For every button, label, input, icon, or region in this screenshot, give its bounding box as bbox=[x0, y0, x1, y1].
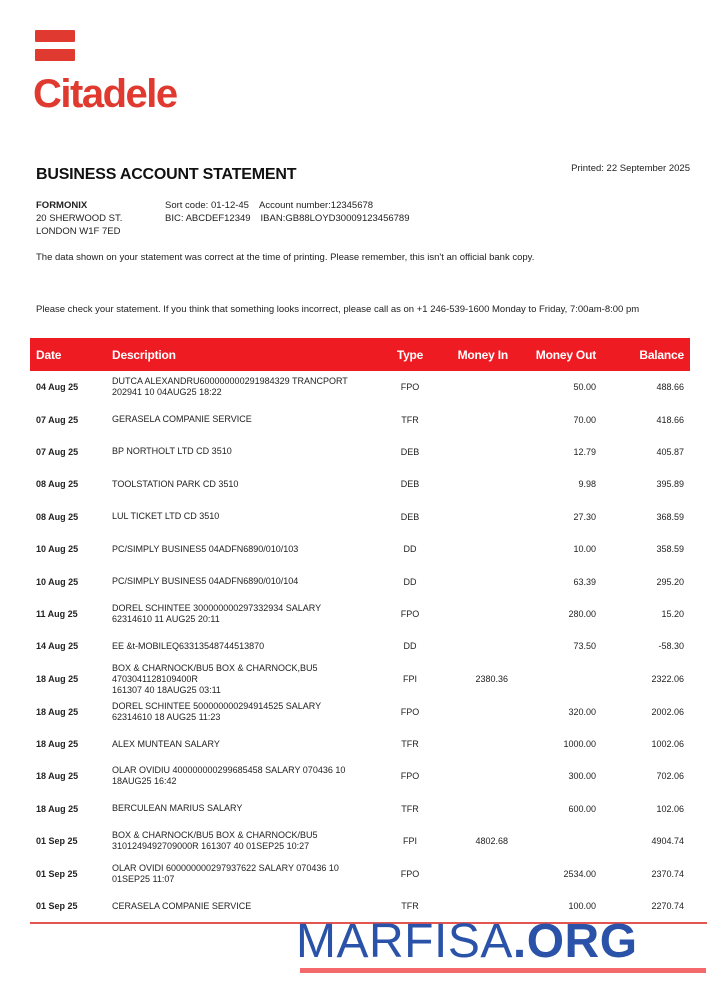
txn-description-line-1: DOREL SCHINTEE 300000000297332934 SALARY bbox=[112, 602, 322, 613]
txn-money-in bbox=[440, 793, 520, 825]
txn-date: 10 Aug 25 bbox=[36, 544, 79, 555]
txn-description-line-1: BERCULEAN MARIUS SALARY bbox=[112, 803, 243, 814]
txn-description bbox=[112, 533, 380, 565]
citadele-logo-bars-icon bbox=[35, 30, 75, 61]
table-row bbox=[30, 825, 690, 857]
txn-description-line-2: 62314610 11 AUG25 20:11 bbox=[112, 613, 220, 624]
table-row bbox=[30, 371, 690, 403]
txn-date: 18 Aug 25 bbox=[36, 674, 79, 685]
txn-money-out: 10.00 bbox=[573, 544, 596, 555]
txn-type: FPI bbox=[402, 836, 417, 847]
txn-money-out: 300.00 bbox=[568, 771, 596, 782]
transactions-body bbox=[30, 371, 690, 922]
txn-balance: 702.06 bbox=[656, 771, 684, 782]
txn-balance: 2322.06 bbox=[651, 674, 684, 685]
table-row bbox=[30, 468, 690, 500]
address-line-2: LONDON W1F 7ED bbox=[36, 226, 121, 237]
txn-money-in bbox=[440, 403, 520, 435]
txn-type: FPO bbox=[400, 771, 420, 782]
txn-balance: 358.59 bbox=[656, 544, 684, 555]
account-details-line-1 bbox=[165, 199, 410, 212]
txn-type: TFR bbox=[401, 803, 419, 814]
txn-description bbox=[112, 436, 380, 468]
txn-description bbox=[112, 663, 380, 696]
txn-description-line-1: DUTCA ALEXANDRU600000000291984329 TRANCPORT bbox=[112, 376, 348, 387]
column-header-balance: Balance bbox=[608, 338, 690, 371]
txn-date: 11 Aug 25 bbox=[36, 608, 78, 619]
txn-description-line-1: PC/SIMPLY BUSINES5 04ADFN6890/010/104 bbox=[112, 576, 299, 587]
txn-date: 10 Aug 25 bbox=[36, 576, 79, 587]
txn-type: FPO bbox=[400, 382, 420, 393]
txn-money-in bbox=[440, 728, 520, 760]
txn-description-line-1: BOX & CHARNOCK/BU5 BOX & CHARNOCK,BU5 4703041128109400R bbox=[112, 662, 318, 684]
txn-date: 04 Aug 25 bbox=[36, 382, 79, 393]
txn-money-in bbox=[440, 468, 520, 500]
txn-money-in bbox=[440, 436, 520, 468]
logo-bar-bottom bbox=[35, 49, 75, 61]
table-row bbox=[30, 501, 690, 533]
table-row bbox=[30, 598, 690, 630]
txn-description bbox=[112, 793, 380, 825]
marfisa-watermark bbox=[296, 916, 716, 968]
txn-description-line-1: OLAR OVIDI 600000000297937622 SALARY 070436 10 bbox=[112, 862, 339, 873]
txn-money-out: 9.98 bbox=[578, 479, 596, 490]
txn-date: 14 Aug 25 bbox=[36, 641, 79, 652]
txn-money-in bbox=[440, 533, 520, 565]
txn-money-out: 2534.00 bbox=[563, 868, 596, 879]
txn-date: 18 Aug 25 bbox=[36, 803, 79, 814]
txn-balance: -58.30 bbox=[658, 641, 684, 652]
txn-description-line-1: CERASELA COMPANIE SERVICE bbox=[112, 900, 252, 911]
table-row bbox=[30, 630, 690, 662]
txn-description-line-1: LUL TICKET LTD CD 3510 bbox=[112, 511, 220, 522]
txn-description-line-2: 18AUG25 16:42 bbox=[112, 776, 177, 787]
txn-balance: 2270.74 bbox=[651, 901, 684, 912]
txn-money-out: 70.00 bbox=[573, 414, 596, 425]
txn-description-line-2: 3101249492709000R 161307 40 01SEP25 10:27 bbox=[112, 841, 310, 852]
txn-money-in bbox=[440, 565, 520, 597]
txn-description bbox=[112, 857, 380, 889]
txn-date: 01 Sep 25 bbox=[36, 836, 78, 847]
citadele-logo-wordmark: Citadele bbox=[33, 72, 177, 116]
txn-description-line-1: TOOLSTATION PARK CD 3510 bbox=[112, 478, 239, 489]
txn-description-line-1: BOX & CHARNOCK/BU5 BOX & CHARNOCK/BU5 bbox=[112, 830, 318, 841]
txn-balance: 418.66 bbox=[656, 414, 684, 425]
table-row bbox=[30, 533, 690, 565]
txn-type: DEB bbox=[400, 511, 420, 522]
txn-description-line-2: 161307 40 18AUG25 03:11 bbox=[112, 684, 221, 695]
account-details bbox=[165, 199, 410, 225]
page-title: BUSINESS ACCOUNT STATEMENT bbox=[36, 166, 297, 183]
table-row bbox=[30, 728, 690, 760]
txn-type: DD bbox=[403, 544, 417, 555]
account-number: Account number:12345678 bbox=[258, 200, 374, 211]
contact-notice: Please check your statement. If you think that something looks incorrect, please call as on +1 246-539-1600 Monday to Friday, 7:00am-8:00 pm bbox=[36, 304, 640, 315]
iban: IBAN:GB88LOYD30009123456789 bbox=[260, 213, 410, 224]
txn-type: DD bbox=[403, 641, 417, 652]
txn-description bbox=[112, 565, 380, 597]
watermark-segment: .ORG bbox=[512, 915, 638, 968]
txn-money-in bbox=[440, 760, 520, 792]
txn-balance: 368.59 bbox=[656, 511, 684, 522]
table-row bbox=[30, 760, 690, 792]
txn-balance: 2002.06 bbox=[651, 706, 684, 717]
txn-money-out: 50.00 bbox=[573, 382, 596, 393]
txn-money-out: 73.50 bbox=[573, 641, 596, 652]
txn-balance: 102.06 bbox=[656, 803, 684, 814]
txn-money-in bbox=[440, 371, 520, 403]
txn-description-line-1: BP NORTHOLT LTD CD 3510 bbox=[112, 446, 232, 457]
txn-money-in bbox=[440, 630, 520, 662]
table-row bbox=[30, 793, 690, 825]
txn-balance: 2370.74 bbox=[651, 868, 684, 879]
account-holder-address bbox=[36, 199, 122, 238]
txn-description bbox=[112, 728, 380, 760]
txn-money-in bbox=[440, 857, 520, 889]
txn-money-out: 1000.00 bbox=[563, 739, 596, 750]
txn-money-out bbox=[520, 663, 608, 696]
txn-type: DEB bbox=[400, 479, 420, 490]
txn-money-in bbox=[440, 598, 520, 630]
txn-date: 08 Aug 25 bbox=[36, 511, 79, 522]
txn-description bbox=[112, 468, 380, 500]
column-header-type: Type bbox=[380, 338, 440, 371]
txn-balance: 15.20 bbox=[661, 608, 684, 619]
txn-money-out bbox=[520, 825, 608, 857]
table-row bbox=[30, 663, 690, 696]
txn-money-out: 63.39 bbox=[573, 576, 596, 587]
accuracy-notice: The data shown on your statement was correct at the time of printing. Please remember, this isn't an official bank copy. bbox=[36, 252, 535, 263]
txn-date: 18 Aug 25 bbox=[36, 739, 79, 750]
watermark-segment: MARFISA bbox=[296, 915, 513, 968]
txn-description bbox=[112, 598, 380, 630]
txn-money-out: 320.00 bbox=[568, 706, 596, 717]
txn-description bbox=[112, 630, 380, 662]
table-row bbox=[30, 436, 690, 468]
txn-type: FPO bbox=[400, 608, 420, 619]
txn-date: 07 Aug 25 bbox=[36, 414, 79, 425]
txn-date: 18 Aug 25 bbox=[36, 771, 79, 782]
txn-balance: 395.89 bbox=[656, 479, 684, 490]
transactions-table bbox=[30, 338, 690, 922]
txn-money-out: 280.00 bbox=[568, 608, 596, 619]
txn-description-line-2: 62314610 18 AUG25 11:23 bbox=[112, 711, 221, 722]
txn-date: 08 Aug 25 bbox=[36, 479, 79, 490]
txn-description-line-1: GERASELA COMPANIE SERVICE bbox=[112, 414, 252, 425]
txn-description-line-2: 01SEP25 11:07 bbox=[112, 873, 175, 884]
txn-date: 01 Sep 25 bbox=[36, 868, 78, 879]
txn-description bbox=[112, 760, 380, 792]
column-header-money-out: Money Out bbox=[520, 338, 608, 371]
txn-money-in: 4802.68 bbox=[475, 836, 508, 847]
table-row bbox=[30, 403, 690, 435]
txn-description-line-1: EE &t-MOBILEQ63313548744513870 bbox=[112, 640, 265, 651]
txn-date: 18 Aug 25 bbox=[36, 706, 79, 717]
txn-money-out: 12.79 bbox=[573, 446, 596, 457]
txn-money-out: 600.00 bbox=[568, 803, 596, 814]
txn-description-line-1: PC/SIMPLY BUSINES5 04ADFN6890/010/103 bbox=[112, 543, 299, 554]
watermark-underline bbox=[300, 968, 706, 973]
column-header-money-in: Money In bbox=[440, 338, 520, 371]
table-row bbox=[30, 857, 690, 889]
txn-description-line-2: 202941 10 04AUG25 18:22 bbox=[112, 387, 222, 398]
txn-balance: 1002.06 bbox=[651, 739, 684, 750]
txn-description bbox=[112, 501, 380, 533]
printed-date: Printed: 22 September 2025 bbox=[571, 163, 690, 174]
txn-money-out: 27.30 bbox=[573, 511, 596, 522]
bic: BIC: ABCDEF12349 bbox=[165, 213, 251, 224]
logo-bar-top bbox=[35, 30, 75, 42]
txn-type: FPO bbox=[400, 868, 420, 879]
txn-type: TFR bbox=[401, 901, 419, 912]
account-details-line-2 bbox=[165, 212, 410, 225]
txn-description bbox=[112, 825, 380, 857]
txn-balance: 295.20 bbox=[656, 576, 684, 587]
txn-type: FPI bbox=[402, 674, 417, 685]
txn-description bbox=[112, 403, 380, 435]
txn-description-line-1: DOREL SCHINTEE 500000000294914525 SALARY bbox=[112, 700, 322, 711]
account-holder-name: FORMONIX bbox=[36, 200, 88, 211]
txn-description bbox=[112, 371, 380, 403]
table-row bbox=[30, 696, 690, 728]
txn-type: DEB bbox=[400, 446, 420, 457]
address-line-1: 20 SHERWOOD ST. bbox=[36, 213, 123, 224]
txn-type: FPO bbox=[400, 706, 420, 717]
column-header-date: Date bbox=[30, 338, 112, 371]
txn-date: 01 Sep 25 bbox=[36, 901, 78, 912]
txn-type: TFR bbox=[401, 739, 419, 750]
txn-balance: 405.87 bbox=[656, 446, 684, 457]
txn-money-out: 100.00 bbox=[568, 901, 596, 912]
txn-date: 07 Aug 25 bbox=[36, 446, 79, 457]
txn-balance: 4904.74 bbox=[651, 836, 684, 847]
table-row bbox=[30, 565, 690, 597]
column-header-description: Description bbox=[112, 338, 380, 371]
sort-code: Sort code: 01-12-45 bbox=[165, 200, 249, 211]
txn-type: DD bbox=[403, 576, 417, 587]
txn-description-line-1: ALEX MUNTEAN SALARY bbox=[112, 738, 220, 749]
txn-money-in bbox=[440, 501, 520, 533]
txn-balance: 488.66 bbox=[656, 382, 684, 393]
txn-description-line-1: OLAR OVIDIU 400000000299685458 SALARY 070436 10 bbox=[112, 765, 346, 776]
txn-money-in bbox=[440, 696, 520, 728]
table-header-row bbox=[30, 338, 690, 371]
txn-money-in: 2380.36 bbox=[475, 674, 508, 685]
txn-description bbox=[112, 696, 380, 728]
txn-type: TFR bbox=[401, 414, 419, 425]
